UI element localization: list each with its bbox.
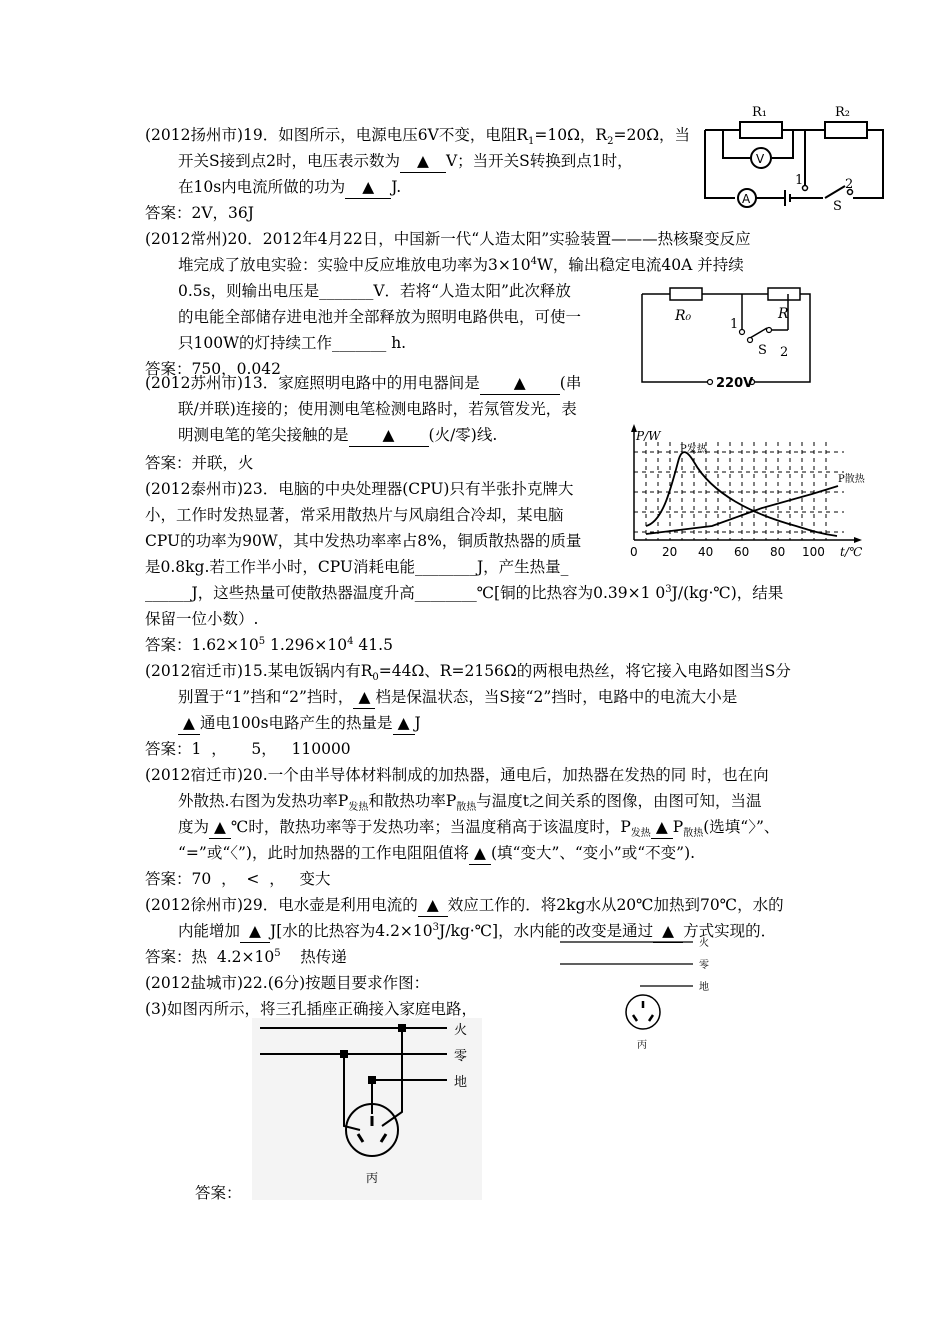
circuit-figure-q15	[630, 280, 820, 390]
label-1: 1	[795, 173, 804, 188]
label-s: S	[833, 199, 842, 210]
q20sq-line4: “=”或“〈”)，此时加热器的工作电阻阻值将 ▲ (填“变大”、“变小”或“不变”).	[178, 842, 695, 865]
svg-text:2: 2	[780, 345, 789, 360]
label-p-sanre: P散热	[838, 474, 865, 485]
q23-answer: 答案：$1.62\times 10^5$ $1.296\times 10^4$ 41.5	[145, 635, 393, 654]
socket-small	[626, 995, 660, 1029]
q22-line2: (3)如图丙所示，将三孔插座正确接入家庭电路，	[145, 1000, 477, 1018]
socket-question-figure	[555, 930, 725, 1060]
svg-text:S: S	[758, 343, 767, 358]
svg-text:火: 火	[454, 1023, 468, 1038]
q15-line1: (2012宿迁市)15.某电饭锅内有$R_0=44\Omega$、R=2156Ω的两根电热丝，将它接入电路如图当S分	[145, 662, 791, 684]
label-r0: R₀	[675, 308, 692, 324]
q20cz-line5: 只100W的灯持续工作_______ h.	[178, 334, 407, 352]
q15-line3: ▲ 通电100s电路产生的热量是 ▲ J	[178, 712, 421, 735]
q23-line6: 保留一位小数）.	[145, 610, 259, 628]
circuit-figure-q19	[695, 100, 895, 210]
svg-text:丙: 丙	[366, 1171, 379, 1185]
q23-line4: 是0.8kg.若工作半小时，CPU消耗电能________J，产生热量_	[145, 558, 569, 576]
q23-line3: CPU的功率为90W，其中发热功率率占8%，铜质散热器的质量	[145, 532, 582, 550]
svg-text:零: 零	[454, 1049, 468, 1064]
label-2: 2	[845, 177, 854, 192]
xtick-60: 60	[734, 545, 750, 559]
q19-answer: 答案：2V，36J	[145, 204, 254, 222]
q13-line2: 联/并联)连接的；使用测电笔检测电路时，若氖管发光，表	[178, 400, 577, 418]
label-p-fare: P发热	[680, 444, 707, 455]
q23-line2: 小，工作时发热显著，常采用散热片与风扇组合冷却，某电脑	[145, 506, 564, 524]
q15-answer: 答案：1 ， 5， 110000	[145, 740, 351, 758]
label-220v: 220V	[716, 376, 754, 390]
xtick-0: 0	[630, 545, 638, 559]
q15-line2: 别置于“1”挡和“2”挡时， ▲ 档是保温状态，当S接“2”挡时，电路中的电流大小是	[178, 686, 737, 709]
q23-line5: ______J，这些热量可使散热器温度升高________℃[铜的比热容为0.39×1 $0^3J/(kg\cdot℃)$，结果	[145, 583, 784, 602]
svg-text:地: 地	[699, 982, 709, 993]
q13-line1: (2012苏州市)13．家庭照明电路中的用电器间是 ▲ (串	[145, 372, 581, 395]
q29-line1: (2012徐州市)29．电水壶是利用电流的 ▲ 效应工作的．将2kg水从20℃加热到70℃，水的	[145, 894, 784, 917]
q13-answer: 答案：并联，火	[145, 454, 254, 472]
q19-line2: 开关S接到点2时，电压表示数为 ▲ V；当开关S转换到点1时，	[178, 150, 633, 173]
q22-answer: 答案：	[195, 1184, 242, 1202]
label-r: R	[778, 306, 789, 322]
xtick-20: 20	[662, 545, 678, 559]
q20sq-answer: 答案：70 ， < ， 变大	[145, 870, 331, 888]
svg-text:零: 零	[699, 960, 709, 971]
q20sq-line3: 度为 ▲ ℃时，散热功率等于发热功率；当温度稍高于该温度时，$P_{发热}$ ▲ $P_{散热}$(选填“〉”、	[178, 818, 780, 840]
q20sq-line1: (2012宿迁市)20.一个由半导体材料制成的加热器，通电后，加热器在发热的同 时，也在向	[145, 766, 769, 784]
q19-line3: 在10s内电流所做的功为 ▲ J.	[178, 176, 401, 199]
svg-text:丙: 丙	[637, 1040, 647, 1051]
svg-text:1: 1	[730, 317, 739, 332]
svg-text:火: 火	[699, 938, 709, 949]
q20cz-line3: 0.5s，则输出电压是_______V．若将“人造太阳”此次释放	[178, 282, 571, 300]
xtick-40: 40	[698, 545, 714, 559]
label-a: A	[742, 192, 751, 206]
power-temperature-graph	[622, 422, 872, 562]
socket-answer-figure	[252, 1018, 482, 1200]
xtick-100: 100	[802, 545, 825, 559]
xtick-80: 80	[770, 545, 786, 559]
svg-text:地: 地	[454, 1075, 468, 1090]
q20sq-line2: 外散热.右图为发热功率$P_{发热}$和散热功率$P_{散热}$与温度t之间关系的图像，由图可知，当温	[178, 792, 762, 814]
q23-line1: (2012泰州市)23．电脑的中央处理器(CPU)只有半张扑克牌大	[145, 480, 574, 498]
q20cz-line4: 的电能全部储存进电池并全部释放为照明电路供电，可使一	[178, 308, 582, 326]
label-r1: R₁	[752, 105, 767, 120]
label-r2: R₂	[835, 105, 850, 120]
q22-line1: (2012盐城市)22.(6分)按题目要求作图：	[145, 974, 430, 992]
q13-line3: 明测电笔的笔尖接触的是 ▲ (火/零)线.	[178, 424, 497, 447]
q29-line2: 内能增加 ▲ J[水的比热容为$4.2\times 10^3J/kg\cdot℃$]，水内能的改变是通过 ▲ 方式实现的．	[178, 920, 776, 943]
q20cz-line1: (2012常州)20．2012年4月22日，中国新一代“人造太阳”实验装置———热核聚变反应	[145, 230, 751, 248]
q20cz-line2: 堆完成了放电实验：实验中反应堆放电功率为$3\times 10^4W$，输出稳定电流40A 并持续	[178, 255, 744, 274]
x-axis-label: t/℃	[840, 545, 863, 559]
y-axis-label: P/W	[636, 429, 661, 443]
q19-line1: (2012扬州市)19．如图所示，电源电压6V不变，电阻$R_1=10\Omega$，$R_2=20\Omega$，当	[145, 126, 691, 148]
q29-answer: 答案：热 $4.2\times 10^5$ 热传递	[145, 947, 347, 966]
q20cz-answer: 答案：750，0.042	[145, 360, 281, 378]
label-v: V	[756, 152, 765, 166]
